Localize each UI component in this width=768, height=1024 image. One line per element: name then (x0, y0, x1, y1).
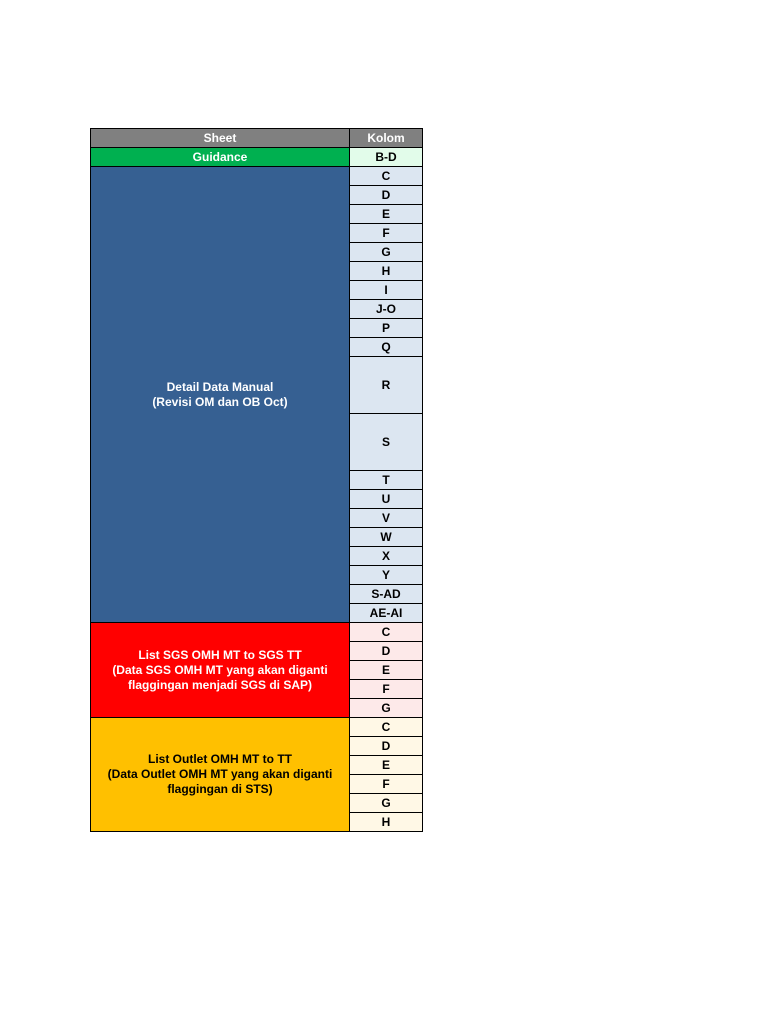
group-detail-data-manual (91, 167, 350, 623)
kolom-cell: AE-AI (350, 604, 423, 623)
kolom-cell: D (350, 186, 423, 205)
kolom-cell: C (350, 167, 423, 186)
kolom-cell: C (350, 718, 423, 737)
kolom-cell: G (350, 699, 423, 718)
kolom-cell: F (350, 224, 423, 243)
header-row (91, 129, 423, 148)
sheet-label-line: (Data Outlet OMH MT yang akan diganti (107, 767, 333, 781)
kolom-cell: G (350, 794, 423, 813)
kolom-cell: R (350, 357, 423, 414)
kolom-cell: Q (350, 338, 423, 357)
kolom-cell: X (350, 547, 423, 566)
group-list-sgs (91, 623, 350, 718)
sheet-label-line: Detail Data Manual (166, 379, 274, 394)
sheet-label-line: (Revisi OM dan OB Oct) (152, 394, 288, 409)
kolom-cell: Y (350, 566, 423, 585)
kolom-cell: D (350, 737, 423, 756)
kolom-cell: F (350, 775, 423, 794)
sheet-column-table (90, 128, 423, 832)
kolom-cell: T (350, 471, 423, 490)
kolom-cell: H (350, 813, 423, 832)
kolom-cell: P (350, 319, 423, 338)
sheet-label-line: flaggingan menjadi SGS di SAP) (127, 677, 313, 692)
kolom-cell: S-AD (350, 585, 423, 604)
group-list-outlet (91, 718, 350, 832)
sheet-label-line: List SGS OMH MT to SGS TT (138, 647, 302, 662)
kolom-cell: V (350, 509, 423, 528)
kolom-cell: E (350, 756, 423, 775)
table-row (91, 623, 423, 642)
table-row (91, 167, 423, 186)
kolom-cell: S (350, 414, 423, 471)
guidance-row (91, 148, 423, 167)
header-kolom: Kolom (350, 129, 423, 148)
guidance-sheet: Guidance (91, 148, 350, 167)
kolom-cell: G (350, 243, 423, 262)
sheet-label-line: List Outlet OMH MT to TT (148, 752, 292, 766)
kolom-cell: I (350, 281, 423, 300)
kolom-cell: F (350, 680, 423, 699)
kolom-cell: J-O (350, 300, 423, 319)
kolom-cell: E (350, 661, 423, 680)
sheet-label-line: flaggingan di STS) (167, 782, 273, 796)
table-row (91, 718, 423, 737)
guidance-kolom: B-D (350, 148, 423, 167)
header-sheet: Sheet (91, 129, 350, 148)
kolom-cell: E (350, 205, 423, 224)
sheet-label-line: (Data SGS OMH MT yang akan diganti (112, 662, 328, 677)
kolom-cell: D (350, 642, 423, 661)
kolom-cell: U (350, 490, 423, 509)
kolom-cell: W (350, 528, 423, 547)
kolom-cell: H (350, 262, 423, 281)
kolom-cell: C (350, 623, 423, 642)
